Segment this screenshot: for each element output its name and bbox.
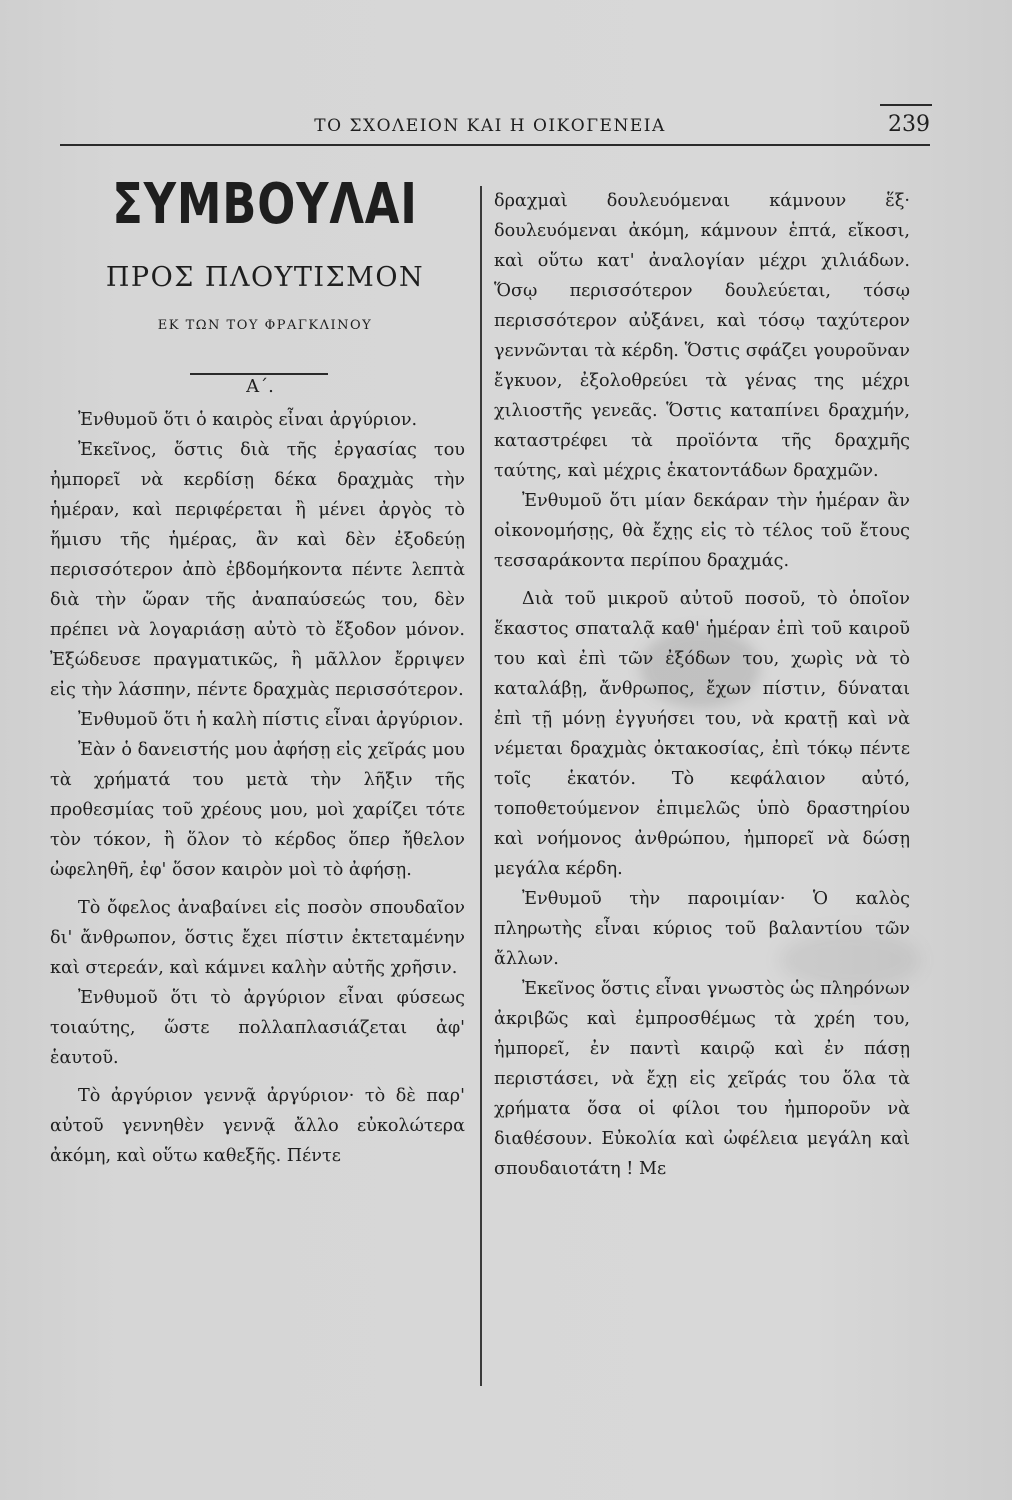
section-marker: Α΄. [246,376,274,397]
paragraph: Τὸ ὄφελος ἀναβαίνει εἰς ποσὸν σπουδαῖον δι' ἄνθρωπον, ὅστις ἔχει πίστιν ἐκτεταμένην καὶ στερεάν, καὶ κάμνει καλὴν αὐτῆς χρῆσιν. [50,898,465,978]
paragraph: Ἐνθυμοῦ ὅτι τὸ ἀργύριον εἶναι φύσεως τοιαύτης, ὥστε πολλαπλασιάζεται ἀφ' ἑαυτοῦ. [50,988,465,1068]
article-source: ΕΚ ΤΩΝ ΤΟΥ ΦΡΑΓΚΛΙΝΟΥ [157,318,373,333]
header-rule [60,144,930,146]
paragraph: Ἐνθυμοῦ τὴν παροιμίαν· Ὁ καλὸς πληρωτὴς εἶναι κύριος τοῦ βαλαντίου τῶν ἄλλων. [494,889,910,969]
paragraph: δραχμαὶ δουλευόμεναι κάμνουν ἕξ· δουλευόμεναι ἀκόμη, κάμνουν ἑπτά, εἴκοσι, καὶ οὕτω κατ' ἀναλογίαν μέχρι χιλιάδων. Ὅσῳ περισσότερον δουλεύεται, τόσῳ περισσότερον αὐξάνει, καὶ τόσῳ ταχύτερον γεννῶνται τὰ κέρδη. Ὅστις σφάζει γουροῦναν ἔγκυον, ἐξολοθρεύει τὰ γένας της μέχρι χιλιοστῆς γενεᾶς. Ὅστις καταπίνει δραχμήν, καταστρέφει τὰ προϊόντα τῆς δραχμῆς ταύτης, καὶ μέχρις ἑκατοντάδων δραχμῶν. [494,191,910,481]
column-divider [480,186,482,1386]
right-column [494,186,910,1184]
page-number: 239 [888,112,930,137]
article-title: ΣΥΜΒΟΥΛΑΙ [112,172,418,237]
paragraph: Τὸ ἀργύριον γεννᾷ ἀργύριον· τὸ δὲ παρ' αὐτοῦ γεννηθὲν γεννᾷ ἄλλο εὐκολώτερα ἀκόμη, καὶ οὕτω καθεξῆς. Πέντε [50,1086,465,1166]
paragraph: Ἐνθυμοῦ ὅτι ὁ καιρὸς εἶναι ἀργύριον. [78,410,418,430]
article-subtitle: ΠΡΟΣ ΠΛΟΥΤΙΣΜΟΝ [105,262,425,293]
running-title: ΤΟ ΣΧΟΛΕΙΟΝ ΚΑΙ Η ΟΙΚΟΓΕΝΕΙΑ [314,116,666,136]
paragraph: Ἐνθυμοῦ ὅτι ἡ καλὴ πίστις εἶναι ἀργύριον. [78,710,464,730]
header-corner-rule [880,104,932,106]
paragraph: Ἐὰν ὁ δανειστής μου ἀφήσῃ εἰς χεῖράς μου τὰ χρήματά του μετὰ τὴν λῆξιν τῆς προθεσμίας τοῦ χρέους μου, μοὶ χαρίζει τότε τὸν τόκον, ἢ ὅλον τὸ κέρδος ὅπερ ἤθελον ὠφεληθῆ, ἐφ' ὅσον καιρὸν μοὶ τὸ ἀφήσῃ. [50,740,465,880]
paragraph: Ἐνθυμοῦ ὅτι μίαν δεκάραν τὴν ἡμέραν ἂν οἰκονομήσῃς, θὰ ἔχῃς εἰς τὸ τέλος τοῦ ἔτους τεσσαράκοντα περίπου δραχμάς. [494,491,910,571]
paragraph: Ἐκεῖνος, ὅστις διὰ τῆς ἐργασίας του ἠμπορεῖ νὰ κερδίσῃ δέκα δραχμὰς τὴν ἡμέραν, καὶ περιφέρεται ἢ μένει ἀργὸς τὸ ἥμισυ τῆς ἡμέρας, ἂν καὶ δὲν ἐξοδεύῃ περισσότερον ἀπὸ ἑβδομήκοντα πέντε λεπτὰ διὰ τὴν ὥραν τῆς ἀναπαύσεώς του, δὲν πρέπει νὰ λογαριάσῃ αὐτὸ τὸ ἔξοδον μόνον. Ἐξώδευσε πραγματικῶς, ἢ μᾶλλον ἔρριψεν εἰς τὴν λάσπην, πέντε δραχμὰς περισσότερον. [50,440,465,700]
left-column [50,405,465,1171]
paragraph: Διὰ τοῦ μικροῦ αὐτοῦ ποσοῦ, τὸ ὁποῖον ἕκαστος σπαταλᾷ καθ' ἡμέραν ἐπὶ τοῦ καιροῦ του καὶ ἐπὶ τῶν ἐξόδων του, χωρὶς νὰ τὸ καταλάβῃ, ἄνθρωπος, ἔχων πίστιν, δύναται ἐπὶ τῇ μόνῃ ἐγγυήσει του, νὰ κρατῇ καὶ νὰ νέμεται δραχμὰς ὀκτακοσίας, ἐπὶ τόκῳ πέντε τοῖς ἑκατόν. Τὸ κεφάλαιον αὐτό, τοποθετούμενον ἐπιμελῶς ὑπὸ δραστηρίου καὶ νοήμονος ἀνθρώπου, ἠμπορεῖ νὰ δώσῃ μεγάλα κέρδη. [494,589,910,879]
paragraph: Ἐκεῖνος ὅστις εἶναι γνωστὸς ὡς πληρόνων ἀκριβῶς καὶ ἐμπροσθέμως τὰ χρέη του, ἠμπορεῖ, ἐν παντὶ καιρῷ καὶ ἐν πάσῃ περιστάσει, νὰ ἔχῃ εἰς χεῖράς του ὅλα τὰ χρήματα ὅσα οἱ φίλοι του ἠμποροῦν νὰ διαθέσουν. Εὐκολία καὶ ὠφέλεια μεγάλη καὶ σπουδαιοτάτη ! Με [494,979,910,1179]
section-rule [190,373,328,375]
